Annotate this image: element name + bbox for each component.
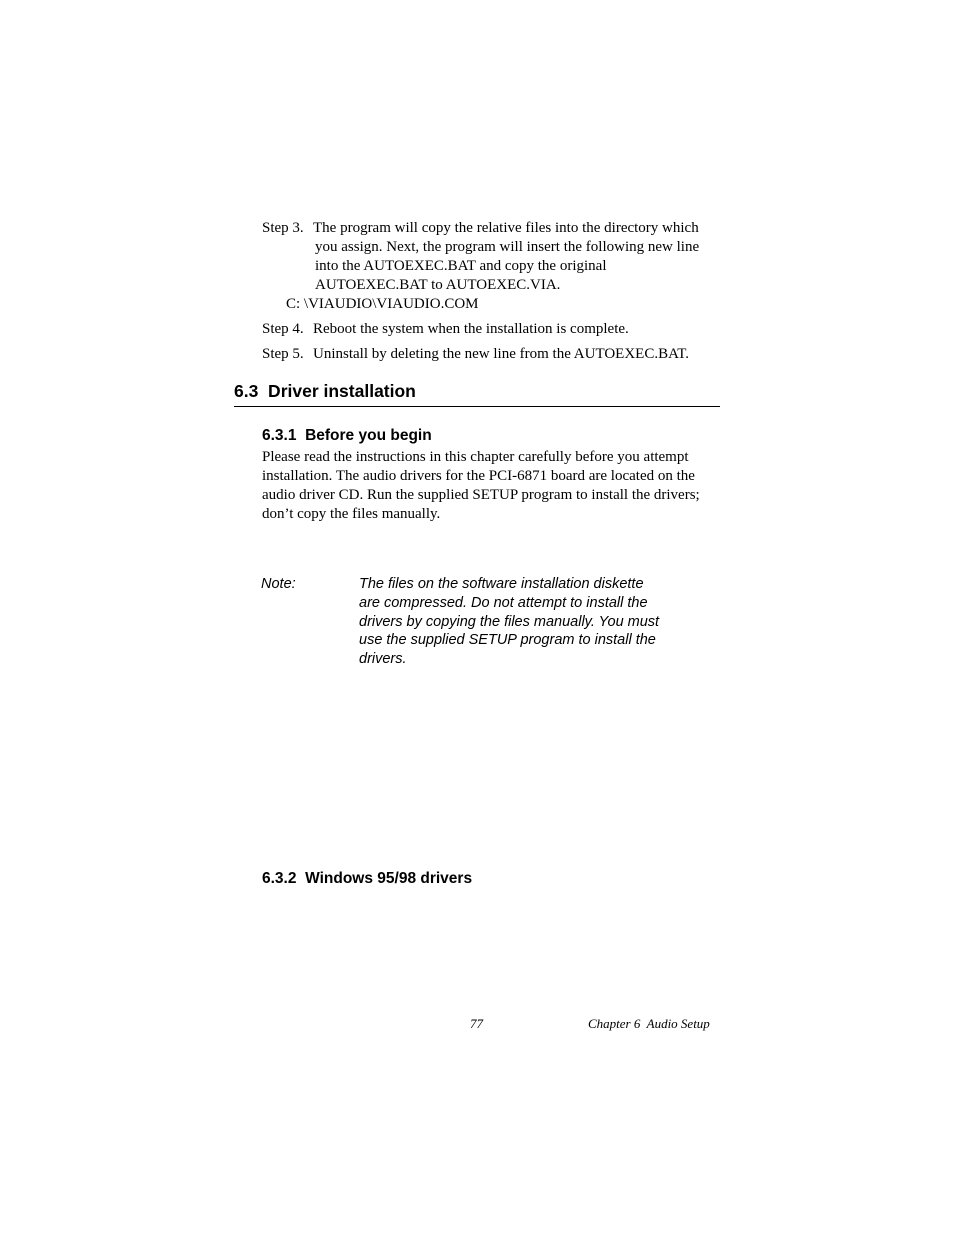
step-4 — [262, 320, 732, 339]
page-number: 77 — [470, 1016, 483, 1031]
intro-line-1: Please read the instructions in this chapter carefully before you attempt — [262, 449, 689, 465]
step-3-label: Step 3. — [262, 220, 304, 236]
chapter-title: Chapter 6 Audio Setup — [588, 1016, 710, 1031]
section-heading: 6.3 Driver installation — [234, 381, 416, 401]
step-3-line-2: you assign. Next, the program will insert the following new line — [315, 239, 700, 255]
step-3-line-3: into the AUTOEXEC.BAT and copy the original — [315, 258, 607, 274]
step-5-label: Step 5. — [262, 346, 304, 362]
note-line-4: use the supplied SETUP program to install the — [359, 632, 656, 648]
note-line-3: drivers by copying the files manually. You must — [359, 614, 660, 630]
section-divider — [234, 406, 720, 407]
intro-line-4: don’t copy the files manually. — [262, 506, 441, 522]
intro-line-2: installation. The audio drivers for the PCI-6871 board are located on the — [262, 468, 695, 484]
note-line-5: drivers. — [359, 651, 407, 667]
step-4-label: Step 4. — [262, 321, 304, 337]
note-label: Note: — [261, 576, 296, 592]
step-4-text: Reboot the system when the installation is complete. — [313, 321, 629, 337]
step-5-text: Uninstall by deleting the new line from the AUTOEXEC.BAT. — [313, 346, 690, 362]
intro-line-3: audio driver CD. Run the supplied SETUP program to install the drivers; — [262, 487, 700, 503]
autoexec-path: C: \VIAUDIO\VIAUDIO.COM — [286, 296, 479, 312]
subsection-heading-windows-drivers: 6.3.2 Windows 95/98 drivers — [262, 870, 473, 887]
step-3-line-4: AUTOEXEC.BAT to AUTOEXEC.VIA. — [315, 277, 561, 293]
note-line-1: The files on the software installation diskette — [359, 576, 644, 592]
subsection-heading-before-you-begin: 6.3.1 Before you begin — [262, 427, 432, 444]
note-line-2: are compressed. Do not attempt to install the — [359, 595, 648, 611]
step-3 — [262, 219, 732, 319]
step-5 — [262, 345, 732, 364]
step-3-line-1: The program will copy the relative files into the directory which — [313, 220, 699, 236]
